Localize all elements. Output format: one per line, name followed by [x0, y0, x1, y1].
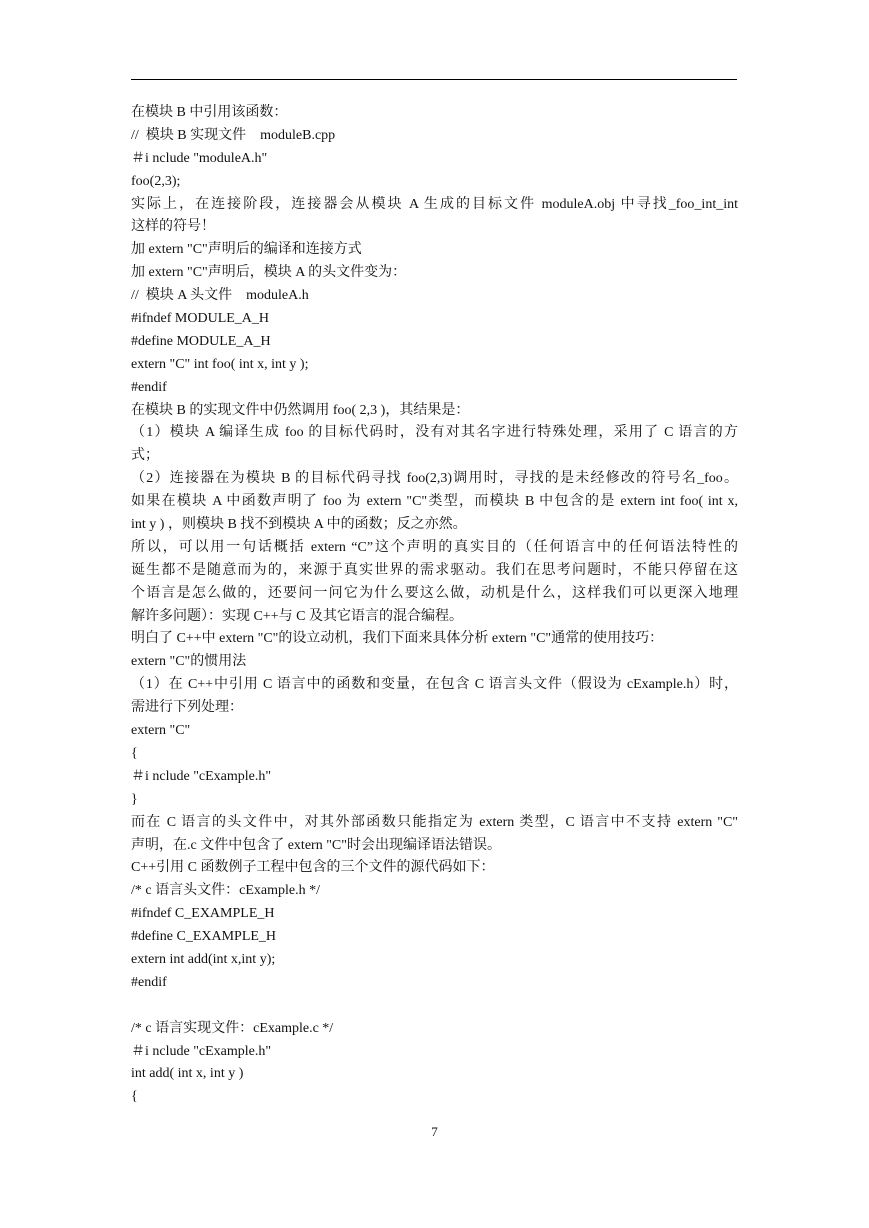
code-line: ＃i nclude "moduleA.h"	[131, 150, 268, 166]
code-line: extern "C"	[131, 723, 191, 739]
code-line: extern int add(int x,int y);	[131, 951, 276, 967]
text-line: 而在 C 语言的头文件中，对其外部函数只能指定为 extern 类型，C 语言中不支持 extern "C"	[131, 814, 738, 830]
header-rule	[131, 79, 737, 80]
code-line: // 模块 A 头文件 moduleA.h	[131, 288, 309, 304]
text-line: C++引用 C 函数例子工程中包含的三个文件的源代码如下：	[131, 860, 495, 876]
code-line: #ifndef C_EXAMPLE_H	[131, 906, 275, 922]
text-line: 实际上，在连接阶段，连接器会从模块 A 生成的目标文件 moduleA.obj 中寻找_foo_int_int	[131, 196, 738, 212]
code-line: /* c 语言实现文件：cExample.c */	[131, 1020, 334, 1036]
text-line: 这样的符号！	[131, 219, 215, 235]
text-line: 需进行下列处理：	[131, 700, 243, 716]
code-line: {	[131, 745, 138, 761]
text-line: （1）在 C++中引用 C 语言中的函数和变量，在包含 C 语言头文件（假设为 cExample.h）时，	[131, 677, 738, 693]
text-line: int y ) ，则模块 B 找不到模块 A 中的函数；反之亦然。	[131, 517, 467, 533]
code-line: // 模块 B 实现文件 moduleB.cpp	[131, 127, 336, 143]
code-line: /* c 语言头文件：cExample.h */	[131, 883, 320, 899]
code-line: int add( int x, int y )	[131, 1066, 244, 1082]
code-line: foo(2,3);	[131, 173, 181, 189]
text-line: 明白了 C++中 extern "C"的设立动机，我们下面来具体分析 extern "C"通常的使用技巧：	[131, 631, 664, 647]
text-line: 所以，可以用一句话概括 extern “C”这个声明的真实目的（任何语言中的任何语法特性的	[131, 539, 738, 555]
code-line: ＃i nclude "cExample.h"	[131, 768, 272, 784]
blank-line	[131, 995, 738, 1018]
text-line: extern "C"的惯用法	[131, 654, 247, 670]
text-line: 个语言是怎么做的，还要问一问它为什么要这么做，动机是什么，这样我们可以更深入地理	[131, 585, 738, 601]
code-line: }	[131, 791, 138, 807]
code-line: #ifndef MODULE_A_H	[131, 311, 270, 327]
text-line: 式；	[131, 448, 159, 464]
code-line: #define MODULE_A_H	[131, 333, 271, 349]
code-line: #endif	[131, 379, 167, 395]
code-line: extern "C" int foo( int x, int y );	[131, 356, 309, 372]
code-line: {	[131, 1089, 138, 1105]
page-number: 7	[431, 1124, 438, 1139]
text-line: 声明，在.c 文件中包含了 extern "C"时会出现编译语法错误。	[131, 837, 501, 853]
code-line: ＃i nclude "cExample.h"	[131, 1043, 272, 1059]
text-line: （1）模块 A 编译生成 foo 的目标代码时，没有对其名字进行特殊处理，采用了 C 语言的方	[131, 425, 738, 441]
code-line: #define C_EXAMPLE_H	[131, 929, 277, 945]
text-line: 解许多问题）：实现 C++与 C 及其它语言的混合编程。	[131, 608, 463, 624]
text-line: 在模块 B 的实现文件中仍然调用 foo( 2,3 )，其结果是：	[131, 402, 470, 418]
text-line: 加 extern "C"声明后，模块 A 的头文件变为：	[131, 265, 407, 281]
text-line: 如果在模块 A 中函数声明了 foo 为 extern "C"类型，而模块 B 中包含的是 extern int foo( int x,	[131, 494, 738, 510]
text-line: 诞生都不是随意而为的，来源于真实世界的需求驱动。我们在思考问题时，不能只停留在这	[131, 562, 738, 578]
text-line: 加 extern "C"声明后的编译和连接方式	[131, 242, 362, 258]
code-line: #endif	[131, 974, 167, 990]
text-line: （2）连接器在为模块 B 的目标代码寻找 foo(2,3)调用时，寻找的是未经修改的符号名_foo。	[131, 471, 738, 487]
text-line: 在模块 B 中引用该函数：	[131, 105, 288, 120]
document-body	[131, 102, 738, 1109]
